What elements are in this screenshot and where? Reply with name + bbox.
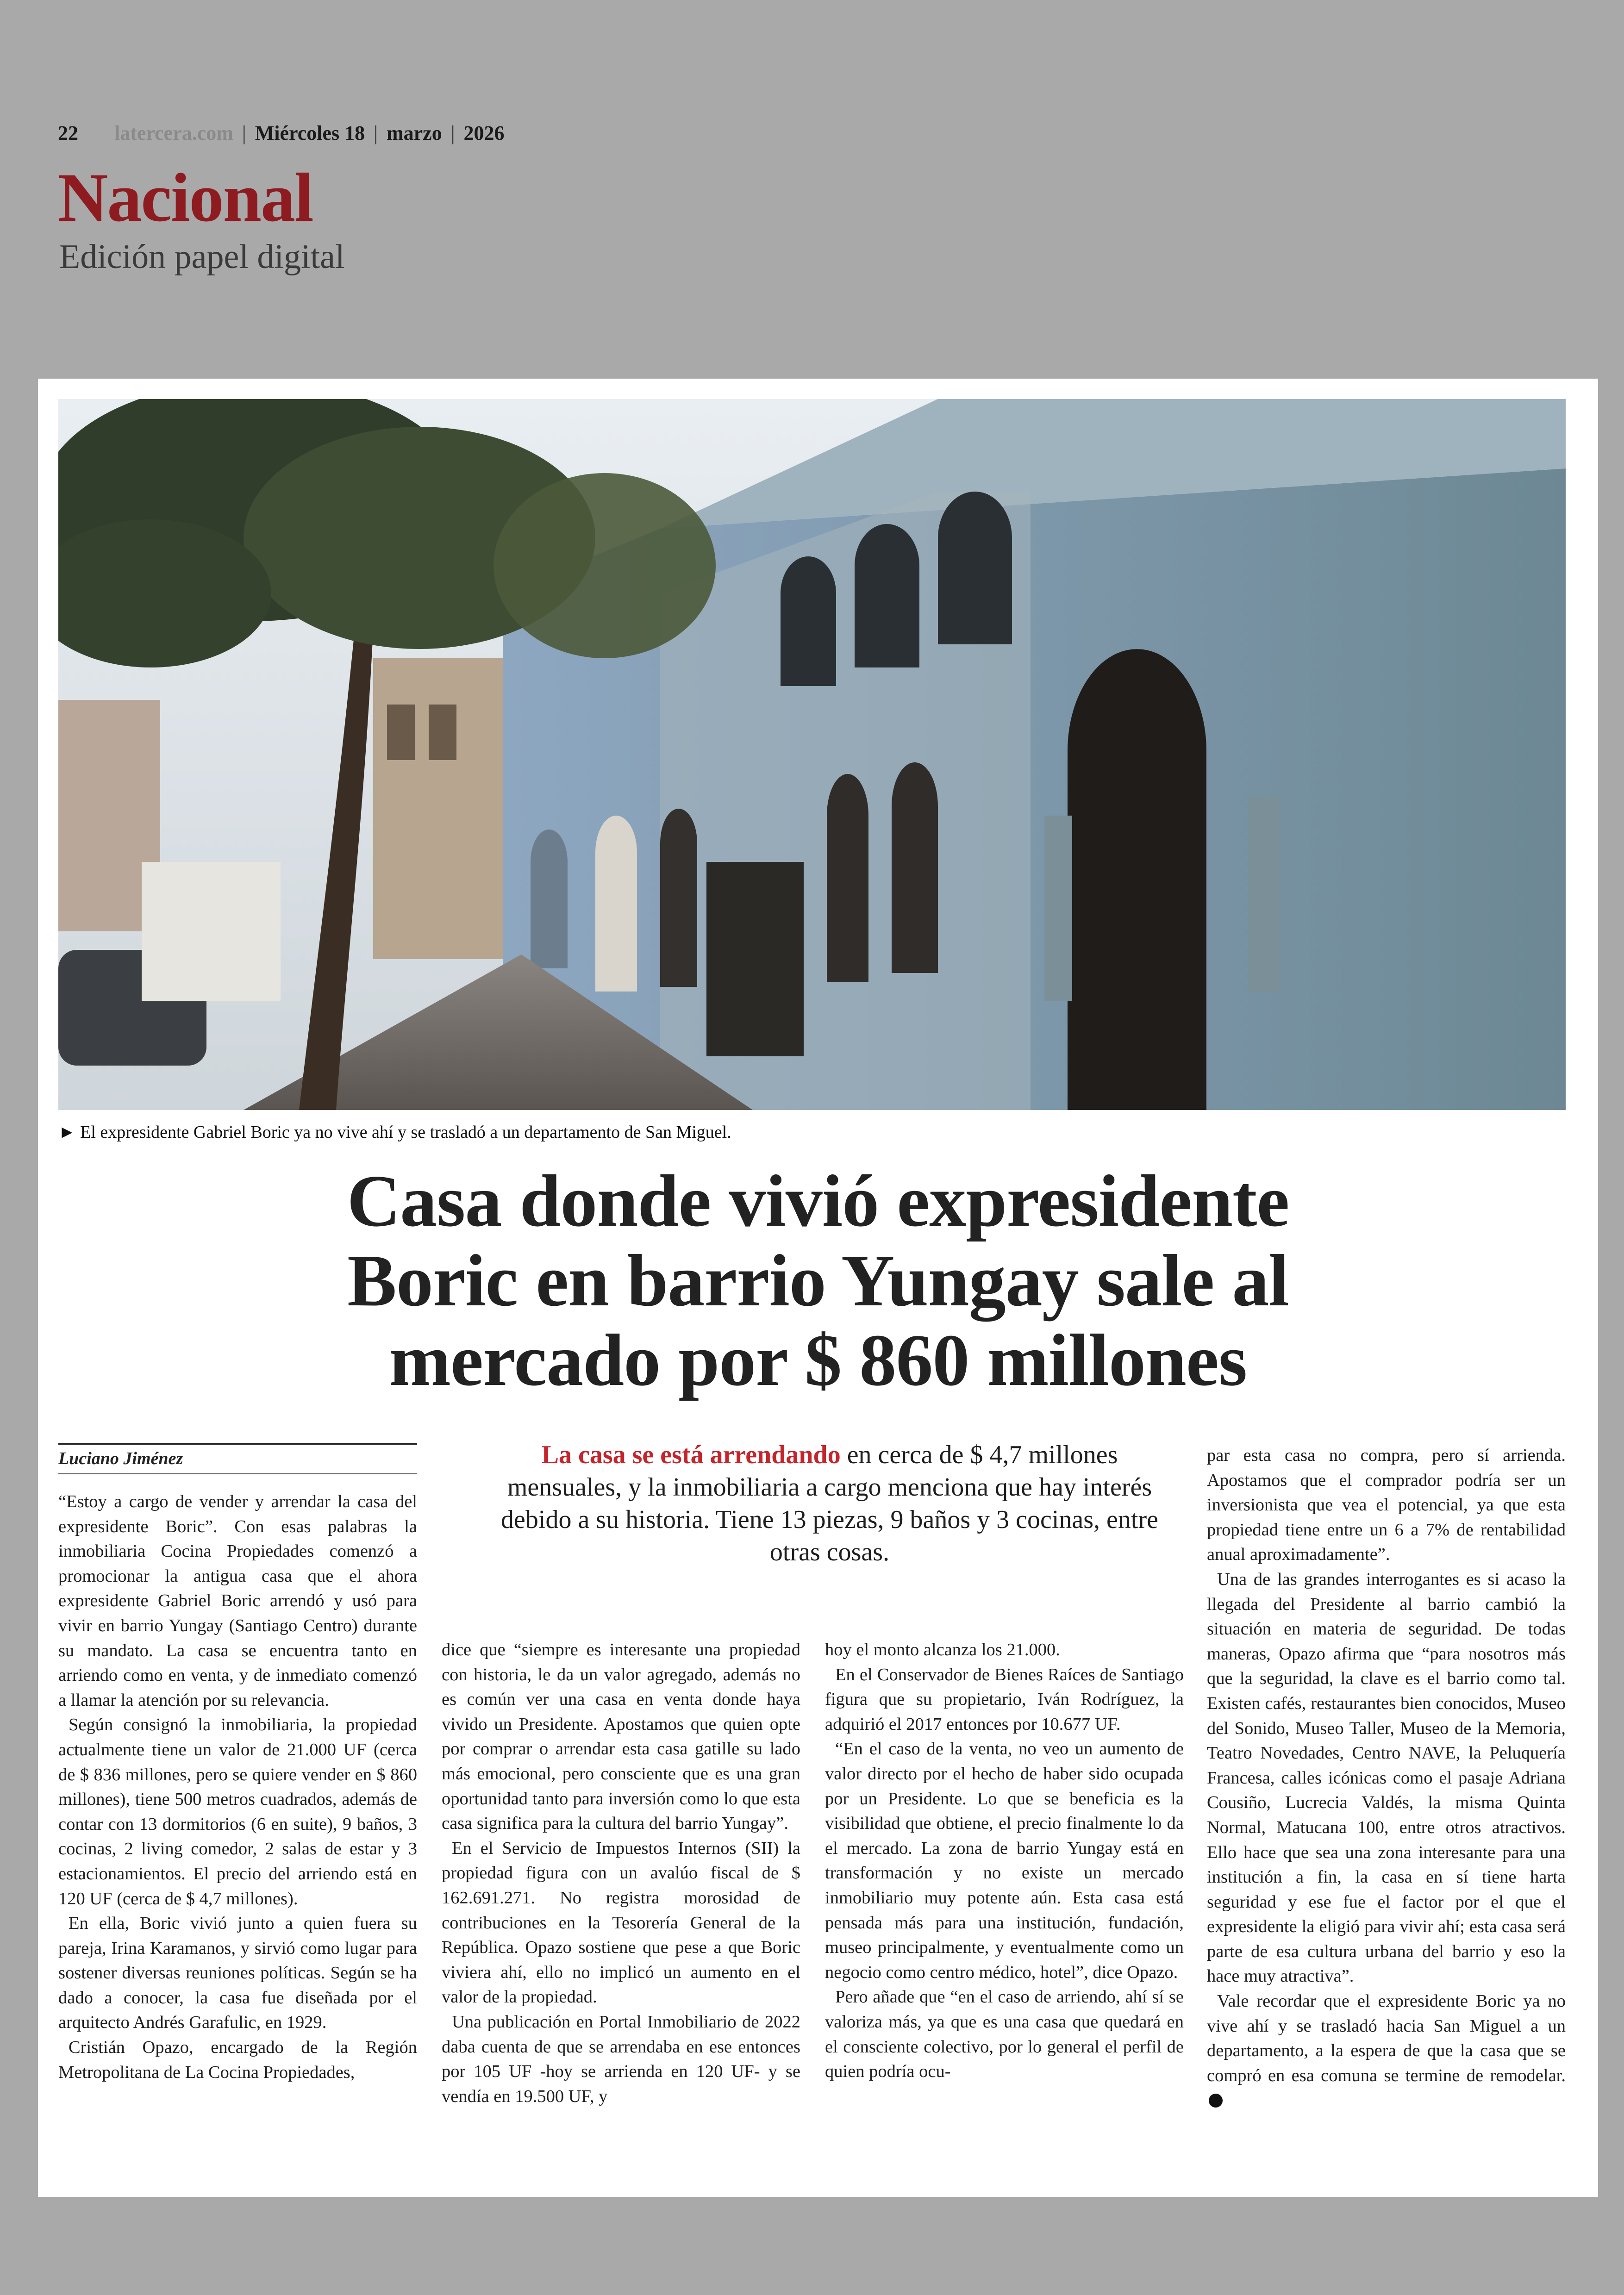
page-number: 22: [58, 122, 78, 144]
header-year: 2026: [463, 122, 505, 144]
headline-line: Boric en barrio Yungay sale al: [347, 1239, 1289, 1322]
edition-subtitle: Edición papel digital: [59, 238, 345, 276]
house-photo-illustration: [58, 399, 1566, 1110]
pull-quote-text: en cerca de $ 4,7 millones mensuales, y la inmobiliaria a cargo menciona que hay interés debido a su historia. Tiene 13 piezas, 9 baños y 3 cocinas, entre otras cosas.: [501, 1441, 1158, 1566]
paragraph: Una publicación en Portal Inmobiliario de 2022 daba cuenta de que se arrendaba en ese entonces por 105 UF -hoy se arrienda en 120 UF- y se vendía en 19.500 UF, y: [442, 2012, 800, 2106]
header-divider: |: [242, 122, 246, 144]
header-date: Miércoles 18: [255, 122, 365, 144]
end-mark-icon: [1209, 2094, 1223, 2108]
header-month: marzo: [386, 122, 442, 144]
site-name[interactable]: latercera.com: [114, 122, 233, 144]
article-column-3: [825, 1638, 1184, 2084]
headline-line: Casa donde vivió expresidente: [347, 1160, 1289, 1242]
paragraph: En ella, Boric vivió junto a quien fuera su pareja, Irina Karamanos, y sirvió como lugar para sostener diversas reuniones políticas. Según se ha dado a conocer, la casa fue diseñada por el arquitecto Andrés Garafulic, en 1929.: [58, 1914, 417, 2033]
paragraph: Pero añade que “en el caso de arriendo, ahí sí se valoriza más, ya que es una casa que quedará en el consciente colectivo, por lo general el perfil de quien podría ocu-: [825, 1987, 1184, 2082]
paragraph: dice que “siempre es interesante una propiedad con historia, le da un valor agregado, además no es común ver una casa en venta donde haya vivido un Presidente. Apostamos que quien opte por comprar o arrendar esta casa gatille su lado más emocional, pero consciente que es una gran oportunidad tanto para inversión como lo que esta casa significa para la cultura del barrio Yungay”.: [442, 1640, 800, 1834]
article-column-4: [1207, 1443, 1566, 2113]
paragraph: [1207, 1989, 1566, 2113]
section-title: Nacional: [58, 159, 313, 236]
paragraph: Cristián Opazo, encargado de la Región Metropolitana de La Cocina Propiedades,: [58, 2038, 417, 2082]
photo-caption: ► El expresidente Gabriel Boric ya no vive ahí y se trasladó a un departamento de San Miguel.: [58, 1123, 731, 1142]
paragraph: En el Conservador de Bienes Raíces de Santiago figura que su propietario, Iván Rodríguez, la adquirió el 2017 entonces por 10.677 UF.: [825, 1665, 1184, 1734]
article-headline: [131, 1161, 1505, 1400]
headline-line: mercado por $ 860 millones: [389, 1319, 1247, 1401]
paragraph: hoy el monto alcanza los 21.000.: [825, 1640, 1060, 1659]
paragraph: Según consignó la inmobiliaria, la propiedad actualmente tiene un valor de 21.000 UF (cerca de $ 836 millones, pero se quiere vender en $ 860 millones), tiene 500 metros cuadrados, además de contar con 13 dormitorios (6 en suite), 9 baños, 3 cocinas, 2 living comedor, 2 salas de estar y 3 estacionamientos. El precio del arriendo está en 120 UF (cerca de $ 4,7 millones).: [58, 1715, 417, 1908]
closing-paragraph-text: Vale recordar que el expresidente Boric ya no vive ahí y se trasladó hacia San Miguel a un departamento, a la espera de que la casa que se compró en esa comuna se termine de remodelar.: [1207, 1991, 1566, 2085]
pull-quote-lead: La casa se está arrendando: [541, 1441, 841, 1469]
article-photo: [58, 399, 1566, 1110]
paragraph: “Estoy a cargo de vender y arrendar la casa del expresidente Boric”. Con esas palabras la inmobiliaria Cocina Propiedades comenzó a promocionar la antigua casa que el ahora expresidente Gabriel Boric arrendó y usó para vivir en barrio Yungay (Santiago Centro) durante su mandato. La casa se encuentra tanto en arriendo como en venta, y de inmediato comenzó a llamar la atención por su relevancia.: [58, 1492, 417, 1710]
header-divider: |: [374, 122, 378, 144]
article-column-2: [442, 1638, 800, 2109]
article-column-1: [58, 1490, 417, 2085]
newspaper-page: [38, 379, 1598, 2197]
header-divider: |: [450, 122, 455, 144]
paragraph: Una de las grandes interrogantes es si acaso la llegada del Presidente al barrio cambió la situación en materia de seguridad. De todas maneras, Opazo afirma que “para nosotros más que la seguridad, la clave es el barrio como tal. Existen cafés, restaurantes bien conocidos, Museo del Sonido, Museo Taller, Museo de la Memoria, Teatro Novedades, Centro NAVE, la Peluquería Francesa, calles icónicas como el pasaje Adriana Cousiño, Lucrecia Valdés, la misma Quinta Normal, Matucana 100, entre otros atractivos. Ello hace que sea una zona interesante para una institución a fin, la casa en sí tiene harta seguridad y ese fue el factor por el que el expresidente la eligió para vivir ahí; esta casa será parte de esa cultura urbana del barrio y eso la hace muy atractiva”.: [1207, 1569, 1566, 1986]
pull-quote: [482, 1439, 1177, 1568]
byline: Luciano Jiménez: [58, 1443, 417, 1474]
paragraph: par esta casa no compra, pero sí arrienda. Apostamos que el comprador podría ser un inversionista que vea el potencial, ya que esta propiedad tiene entre un 6 a 7% de rentabilidad anual aproximadamente”.: [1207, 1446, 1566, 1565]
paragraph: En el Servicio de Impuestos Internos (SII) la propiedad figura con un avalúo fiscal de $ 162.691.271. No registra morosidad de contribuciones en la Tesorería General de la República. Opazo sostiene que pese a que Boric viviera ahí, ello no implicó un aumento en el valor de la propiedad.: [442, 1838, 800, 2007]
page-header-line: [58, 121, 505, 145]
paragraph: “En el caso de la venta, no veo un aumento de valor directo por el hecho de haber sido ocupada por un Presidente. Lo que se beneficia es la visibilidad que obtiene, el precio finalmente lo da el mercado. La zona de barrio Yungay está en transformación y no existe un mercado inmobiliario muy potente aún. Esta casa está pensada más para una institución, fundación, museo principalmente, y eventualmente como un negocio como centro médico, hotel”, dice Opazo.: [825, 1739, 1184, 1982]
